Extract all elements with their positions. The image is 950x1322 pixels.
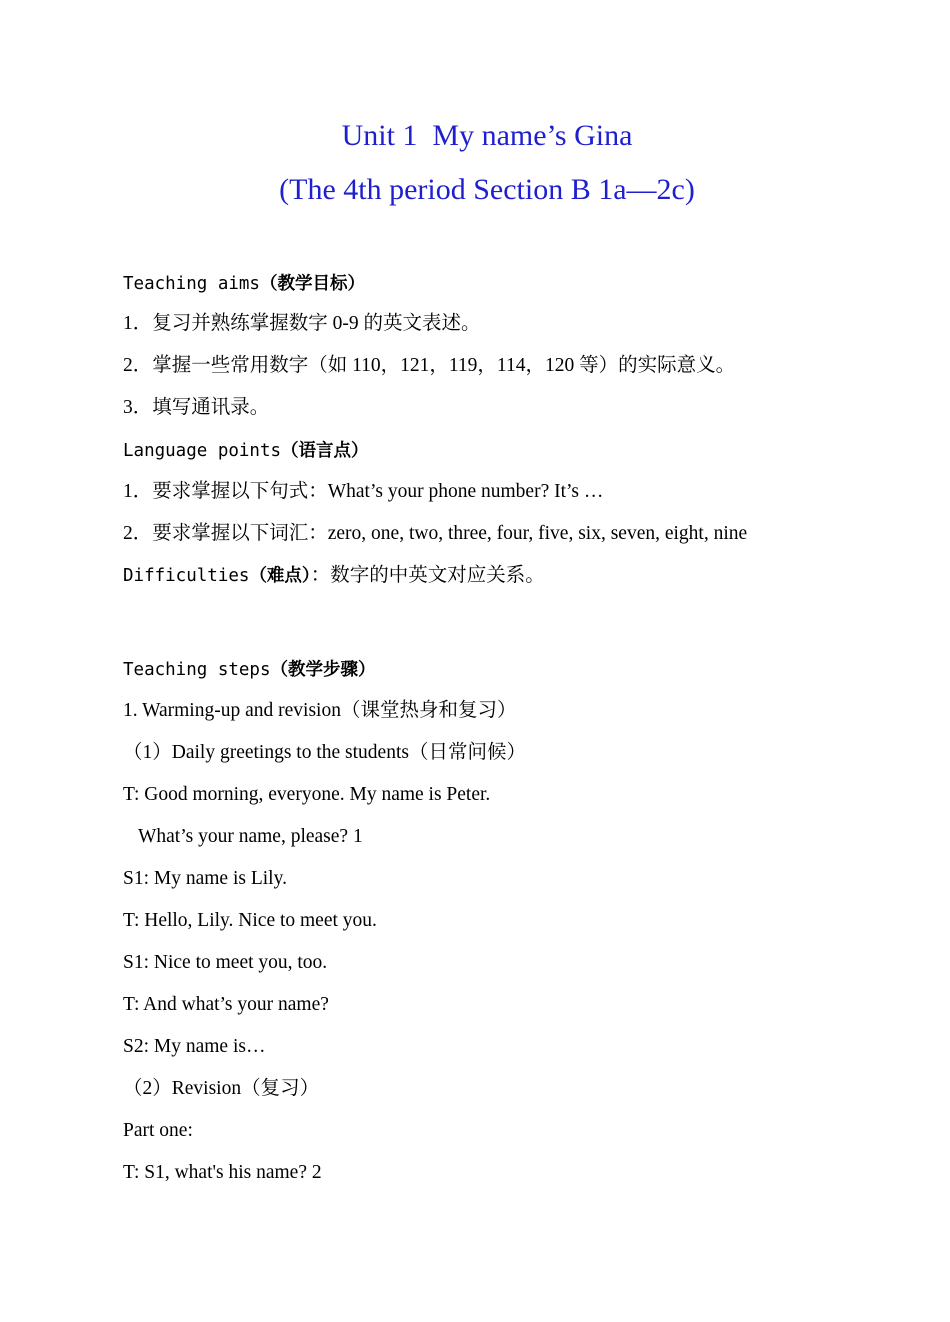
dialogue-line: T: Good morning, everyone. My name is Peter. — [123, 784, 491, 805]
teaching-steps-heading-en: Teaching steps — [123, 660, 271, 680]
dialogue-line: What’s your name, please? 1 — [138, 826, 363, 847]
teaching-aims-heading-en: Teaching aims — [123, 274, 260, 294]
teaching-steps-heading — [123, 658, 376, 682]
teaching-aim-item: 1．复习并熟练掌握数字 0-9 的英文表述。 — [123, 313, 481, 334]
language-point-item: 1．要求掌握以下句式：What’s your phone number? It’s … — [123, 481, 604, 502]
teaching-steps-heading-cn: （教学步骤） — [270, 660, 376, 680]
teaching-aims-heading — [123, 272, 365, 296]
step-line: （1）Daily greetings to the students（日常问候） — [123, 742, 526, 763]
dialogue-line: T: S1, what's his name? 2 — [123, 1162, 322, 1183]
language-point-item: 2．要求掌握以下词汇：zero, one, two, three, four, five, six, seven, eight, nine — [123, 523, 748, 544]
teaching-aims-heading-cn: （教学目标） — [259, 274, 365, 294]
dialogue-line: S1: Nice to meet you, too. — [123, 952, 328, 973]
difficulties-separator: ： — [310, 565, 331, 586]
step-line: 1. Warming-up and revision（课堂热身和复习） — [123, 700, 517, 721]
language-points-heading-cn: （语言点） — [281, 441, 369, 461]
document-title: Unit 1 My name’s Gina — [341, 119, 633, 152]
difficulties-heading-cn: （难点） — [249, 566, 311, 586]
dialogue-line: S1: My name is Lily. — [123, 868, 287, 889]
dialogue-line: T: And what’s your name? — [123, 994, 329, 1015]
difficulties-heading-en: Difficulties — [123, 566, 250, 586]
language-points-heading-en: Language points — [123, 441, 282, 461]
difficulties-line — [123, 564, 545, 588]
document-subtitle: (The 4th period Section B 1a—2c) — [279, 173, 695, 206]
dialogue-line: S2: My name is… — [123, 1036, 266, 1057]
language-points-heading — [123, 439, 369, 463]
difficulties-text: 数字的中英文对应关系。 — [330, 565, 545, 586]
teaching-aim-item: 3．填写通讯录。 — [123, 397, 270, 418]
step-line: （2）Revision（复习） — [123, 1078, 320, 1099]
step-line: Part one: — [123, 1120, 193, 1141]
teaching-aim-item: 2．掌握一些常用数字（如 110，121，119，114，120 等）的实际意义。 — [123, 355, 736, 376]
dialogue-line: T: Hello, Lily. Nice to meet you. — [123, 910, 377, 931]
